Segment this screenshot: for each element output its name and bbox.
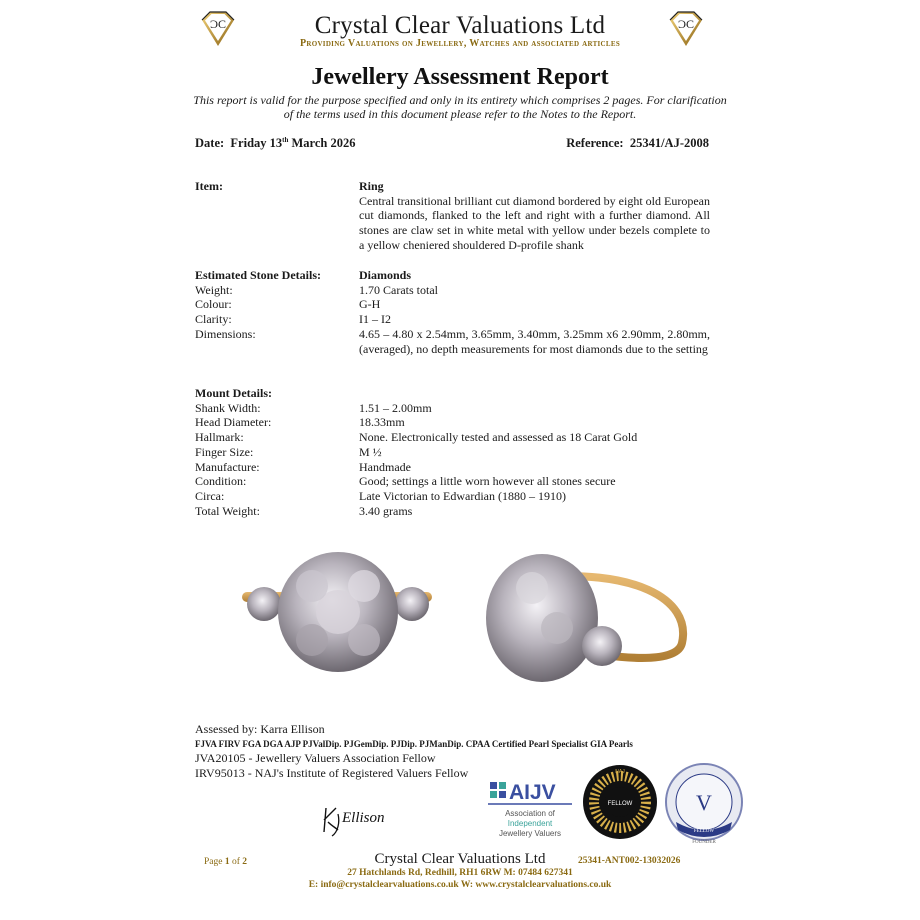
row-label: Weight:: [195, 282, 233, 297]
svg-text:NAJ: NAJ: [615, 769, 625, 775]
row-label: Hallmark:: [195, 430, 244, 445]
stone-row-dimensions: [195, 327, 710, 356]
membership-irv: IRV95013 - NAJ's Institute of Registered Valuers Fellow: [195, 765, 469, 780]
row-value: 3.40 grams: [359, 503, 413, 518]
mount-row: [195, 504, 710, 519]
mount-details-heading: Mount Details:: [195, 386, 272, 400]
row-value: 1.51 – 2.00mm: [359, 400, 432, 415]
assessor-qualifications: FJVA FIRV FGA DGA AJP PJValDip. PJGemDip. PJDip. PJManDip. CPAA Certified Pearl Specialist GIA Pearls: [195, 738, 633, 749]
jva-founder-fellow-badge: [664, 762, 744, 846]
validity-note: This report is valid for the purpose specified and only in its entirety which comprises 2 pages. For clarification of the terms used in this document please refer to the Notes to the Report.: [193, 93, 727, 121]
assessor-block: [195, 722, 633, 780]
row-value: 18.33mm: [359, 415, 405, 430]
page-indicator: Page 1 of 2: [204, 857, 248, 867]
mount-row: [195, 415, 710, 430]
mount-row: [195, 474, 710, 489]
svg-text:Independent: Independent: [507, 819, 553, 828]
row-value: Late Victorian to Edwardian (1880 – 1910): [359, 488, 566, 503]
row-value: Handmade: [359, 459, 411, 474]
row-value: None. Electronically tested and assessed as 18 Carat Gold: [359, 430, 638, 445]
row-value: 4.65 – 4.80 x 2.54mm, 3.65mm, 3.40mm, 3.25mm x6 2.90mm, 2.80mm, (averaged), no depth measurements for most diamonds due to the setting: [359, 326, 710, 356]
document-code: 25341-ANT002-13032026: [578, 856, 681, 866]
svg-text:ƆC: ƆC: [677, 17, 695, 31]
stone-type: Diamonds: [359, 268, 412, 282]
ring-side-view: [486, 554, 683, 682]
stone-row-colour: [195, 297, 710, 312]
stone-details-heading: Estimated Stone Details:: [195, 268, 321, 282]
stone-details-section: [195, 268, 710, 356]
row-value: M ½: [359, 444, 382, 459]
mount-row: [195, 445, 710, 460]
reference-value: 25341/AJ-2008: [629, 136, 709, 150]
report-reference: [566, 136, 709, 151]
aijv-logo: [484, 776, 576, 842]
mount-row: [195, 489, 710, 504]
svg-text:Ellison: Ellison: [342, 810, 385, 826]
company-tagline: Providing Valuations on Jewellery, Watches and associated articles: [299, 38, 621, 49]
row-label: Dimensions:: [195, 326, 256, 341]
date-prefix: Friday 13: [230, 136, 283, 151]
item-name: Ring: [359, 179, 384, 193]
reference-label: Reference:: [566, 136, 624, 150]
row-value: I1 – I2: [359, 312, 391, 327]
membership-jva: JVA20105 - Jewellery Valuers Association Fellow: [195, 751, 436, 765]
row-label: Colour:: [195, 297, 232, 312]
svg-text:V: V: [696, 790, 712, 815]
svg-text:ƆC: ƆC: [209, 17, 227, 31]
item-description: Central transitional brilliant cut diamond bordered by eight old European cut diamonds, flanked to the left and right with a further diamond. All stones are claw set in white metal with yellow under bezels complete to a yellow cheniered shouldered D-profile shank: [359, 193, 710, 252]
date-suffix: th: [282, 136, 289, 144]
assessor-signature: [318, 798, 398, 838]
date-rest: March 2026: [288, 136, 356, 151]
row-label: Total Weight:: [195, 503, 260, 518]
svg-text:Jewellery Valuers: Jewellery Valuers: [498, 829, 562, 838]
row-label: Condition:: [195, 474, 247, 489]
footer-company-name: Crystal Clear Valuations Ltd: [374, 851, 546, 867]
row-label: Head Diameter:: [195, 415, 272, 430]
naj-fellow-badge: [582, 764, 658, 840]
svg-text:Association of: Association of: [505, 809, 555, 818]
mount-row: [195, 401, 710, 416]
stone-row-clarity: [195, 312, 710, 327]
svg-text:FOUNDER: FOUNDER: [692, 840, 716, 845]
stone-row-weight: [195, 283, 710, 298]
footer-contact: E: info@crystalclearvaluations.co.uk W: www.crystalclearvaluations.co.uk: [308, 880, 612, 890]
svg-text:FELLOW: FELLOW: [693, 829, 715, 834]
ring-front-view: [242, 552, 432, 672]
date-label: Date:: [195, 136, 225, 151]
svg-text:FELLOW: FELLOW: [607, 801, 633, 807]
row-label: Finger Size:: [195, 444, 254, 459]
item-label: Item:: [195, 179, 223, 193]
row-value: 1.70 Carats total: [359, 282, 438, 297]
report-date: [195, 136, 356, 151]
row-value: Good; settings a little worn however all stones secure: [359, 474, 616, 489]
row-label: Clarity:: [195, 312, 232, 327]
report-title: Jewellery Assessment Report: [311, 64, 609, 90]
mount-row: [195, 460, 710, 475]
assessed-by: Assessed by: Karra Ellison: [195, 722, 325, 736]
mount-row: [195, 430, 710, 445]
row-label: Shank Width:: [195, 400, 261, 415]
row-label: Circa:: [195, 488, 225, 503]
row-value: G-H: [359, 297, 381, 312]
ring-photos: [232, 548, 692, 690]
aijv-title: AIJV: [509, 781, 556, 804]
company-name: Crystal Clear Valuations Ltd: [314, 12, 606, 39]
row-label: Manufacture:: [195, 459, 260, 474]
item-section: [195, 179, 710, 253]
mount-details-section: [195, 386, 710, 518]
footer-address: 27 Hatchlands Rd, Redhill, RH1 6RW M: 07484 627341: [347, 868, 573, 878]
